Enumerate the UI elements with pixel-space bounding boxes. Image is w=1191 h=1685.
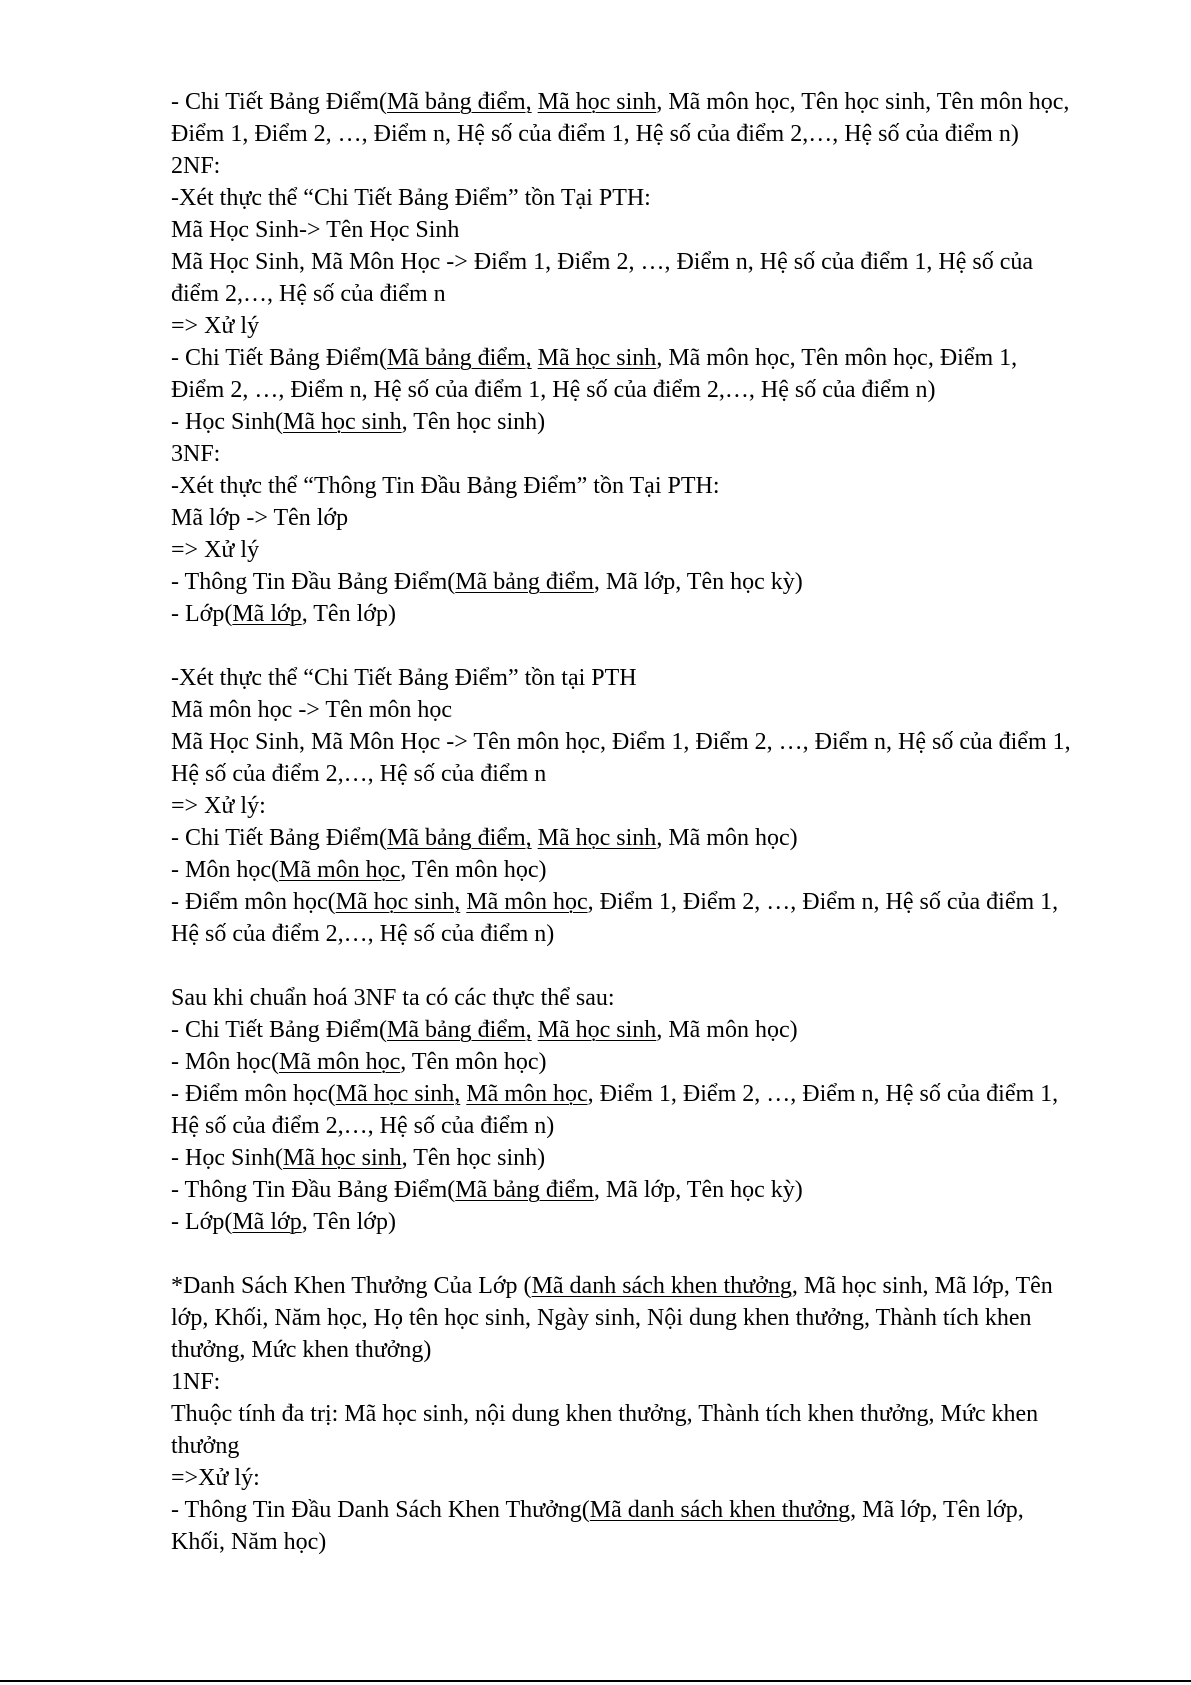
key-attribute: Mã môn học: [278, 1049, 401, 1075]
paragraph: [171, 502, 1071, 534]
text-run: , Tên lớp): [301, 1209, 396, 1235]
paragraph: [171, 470, 1071, 502]
text-run: - Chi Tiết Bảng Điểm(: [171, 345, 388, 371]
blank-line: [171, 950, 1071, 982]
key-attribute: Mã bảng điểm,: [387, 345, 532, 371]
paragraph: [171, 1142, 1071, 1174]
text-run: - Chi Tiết Bảng Điểm(: [171, 89, 388, 115]
text-run: 2NF:: [171, 153, 221, 179]
text-run: - Chi Tiết Bảng Điểm(: [171, 825, 388, 851]
text-run: 1NF:: [171, 1369, 221, 1395]
text-run: , Tên môn học): [400, 1049, 547, 1075]
text-run: - Điểm môn học(: [171, 1081, 336, 1107]
text-run: , Mã môn học): [656, 825, 798, 851]
text-run: =>Xử lý:: [171, 1465, 260, 1491]
paragraph: [171, 790, 1071, 822]
paragraph: [171, 1046, 1071, 1078]
text-run: , Mã môn học, Tên môn học, Điểm 1, Điểm 2, …, Điểm n, Hệ số của điểm 1, Hệ số của điểm 2,…, Hệ số của điểm n): [171, 345, 1018, 403]
paragraph: [171, 406, 1071, 438]
key-attribute: Mã học sinh,: [335, 1081, 461, 1107]
text-run: *Danh Sách Khen Thưởng Của Lớp (: [171, 1273, 532, 1299]
text-run: , Tên học sinh): [401, 409, 546, 435]
text-run: Mã Học Sinh-> Tên Học Sinh: [171, 217, 460, 243]
paragraph: [171, 1398, 1071, 1462]
text-run: - Chi Tiết Bảng Điểm(: [171, 1017, 388, 1043]
text-run: , Mã lớp, Tên lớp, Khối, Năm học): [171, 1497, 1024, 1555]
text-run: Thuộc tính đa trị: Mã học sinh, nội dung khen thưởng, Thành tích khen thưởng, Mức khen thưởng: [171, 1401, 1039, 1459]
paragraph: [171, 1494, 1071, 1558]
paragraph: [171, 310, 1071, 342]
paragraph: [171, 566, 1071, 598]
paragraph: [171, 886, 1071, 950]
text-run: - Thông Tin Đầu Bảng Điểm(: [171, 1177, 456, 1203]
key-attribute: Mã học sinh: [537, 345, 657, 371]
text-run: - Học Sinh(: [171, 409, 283, 435]
blank-line: [171, 1238, 1071, 1270]
text-run: - Lớp(: [171, 601, 233, 627]
key-attribute: Mã lớp: [232, 601, 302, 627]
text-run: Mã lớp -> Tên lớp: [171, 505, 349, 531]
paragraph: [171, 182, 1071, 214]
text-run: -Xét thực thể “Chi Tiết Bảng Điểm” tồn Tại PTH:: [171, 185, 651, 211]
key-attribute: Mã học sinh: [537, 825, 657, 851]
text-run: , Tên học sinh): [401, 1145, 546, 1171]
paragraph: [171, 854, 1071, 886]
key-attribute: Mã danh sách khen thưởng: [531, 1273, 792, 1299]
text-run: Mã Học Sinh, Mã Môn Học -> Tên môn học, Điểm 1, Điểm 2, …, Điểm n, Hệ số của điểm 1, Hệ số của điểm 2,…, Hệ số của điểm n: [171, 729, 1071, 787]
page-bottom-rule: [0, 1680, 1191, 1682]
key-attribute: Mã bảng điểm,: [387, 89, 532, 115]
text-run: -Xét thực thể “Chi Tiết Bảng Điểm” tồn tại PTH: [171, 665, 637, 691]
text-run: - Thông Tin Đầu Bảng Điểm(: [171, 569, 456, 595]
paragraph: [171, 1078, 1071, 1142]
text-run: - Điểm môn học(: [171, 889, 336, 915]
paragraph: [171, 534, 1071, 566]
text-run: - Thông Tin Đầu Danh Sách Khen Thưởng(: [171, 1497, 590, 1523]
paragraph: [171, 1366, 1071, 1398]
key-attribute: Mã học sinh,: [335, 889, 461, 915]
paragraph: [171, 246, 1071, 310]
text-run: , Mã môn học, Tên học sinh, Tên môn học, Điểm 1, Điểm 2, …, Điểm n, Hệ số của điểm 1, Hệ số của điểm 2,…, Hệ số của điểm n): [171, 89, 1070, 147]
text-run: - Môn học(: [171, 1049, 279, 1075]
key-attribute: Mã bảng điểm: [455, 1177, 594, 1203]
text-run: - Học Sinh(: [171, 1145, 283, 1171]
text-run: => Xử lý: [171, 313, 260, 339]
key-attribute: Mã bảng điểm: [455, 569, 594, 595]
text-run: Sau khi chuẩn hoá 3NF ta có các thực thể sau:: [171, 985, 615, 1011]
paragraph: [171, 1174, 1071, 1206]
key-attribute: Mã học sinh: [537, 89, 657, 115]
paragraph: [171, 1462, 1071, 1494]
paragraph: [171, 1014, 1071, 1046]
key-attribute: Mã học sinh: [282, 1145, 402, 1171]
text-run: -Xét thực thể “Thông Tin Đầu Bảng Điểm” tồn Tại PTH:: [171, 473, 720, 499]
paragraph: [171, 598, 1071, 630]
key-attribute: Mã môn học: [466, 1081, 588, 1107]
paragraph: [171, 438, 1071, 470]
text-run: , Điểm 1, Điểm 2, …, Điểm n, Hệ số của điểm 1, Hệ số của điểm 2,…, Hệ số của điểm n): [171, 1081, 1059, 1139]
document-body: [171, 86, 1071, 1558]
text-run: Mã môn học -> Tên môn học: [171, 697, 453, 723]
paragraph: [171, 150, 1071, 182]
paragraph: [171, 694, 1071, 726]
blank-line: [171, 630, 1071, 662]
key-attribute: Mã danh sách khen thưởng: [589, 1497, 851, 1523]
key-attribute: Mã học sinh: [282, 409, 402, 435]
text-run: => Xử lý:: [171, 793, 266, 819]
text-run: 3NF:: [171, 441, 221, 467]
text-run: , Mã lớp, Tên học kỳ): [593, 1177, 803, 1203]
paragraph: [171, 86, 1071, 150]
key-attribute: Mã bảng điểm,: [387, 1017, 532, 1043]
text-run: - Môn học(: [171, 857, 279, 883]
paragraph: [171, 214, 1071, 246]
paragraph: [171, 662, 1071, 694]
text-run: , Tên môn học): [400, 857, 547, 883]
text-run: , Tên lớp): [301, 601, 396, 627]
paragraph: [171, 982, 1071, 1014]
key-attribute: Mã môn học: [466, 889, 588, 915]
key-attribute: Mã học sinh: [537, 1017, 657, 1043]
text-run: , Mã học sinh, Mã lớp, Tên lớp, Khối, Năm học, Họ tên học sinh, Ngày sinh, Nội dung khen thưởng, Thành tích khen thưởng, Mức khen thưởng): [171, 1273, 1053, 1363]
paragraph: [171, 726, 1071, 790]
key-attribute: Mã lớp: [232, 1209, 302, 1235]
text-run: , Mã môn học): [656, 1017, 798, 1043]
text-run: - Lớp(: [171, 1209, 233, 1235]
paragraph: [171, 822, 1071, 854]
text-run: , Mã lớp, Tên học kỳ): [593, 569, 803, 595]
text-run: Mã Học Sinh, Mã Môn Học -> Điểm 1, Điểm 2, …, Điểm n, Hệ số của điểm 1, Hệ số của điểm 2,…, Hệ số của điểm n: [171, 249, 1034, 307]
text-run: , Điểm 1, Điểm 2, …, Điểm n, Hệ số của điểm 1, Hệ số của điểm 2,…, Hệ số của điểm n): [171, 889, 1059, 947]
key-attribute: Mã môn học: [278, 857, 401, 883]
text-run: => Xử lý: [171, 537, 260, 563]
paragraph: [171, 1270, 1071, 1366]
paragraph: [171, 342, 1071, 406]
key-attribute: Mã bảng điểm,: [387, 825, 532, 851]
paragraph: [171, 1206, 1071, 1238]
